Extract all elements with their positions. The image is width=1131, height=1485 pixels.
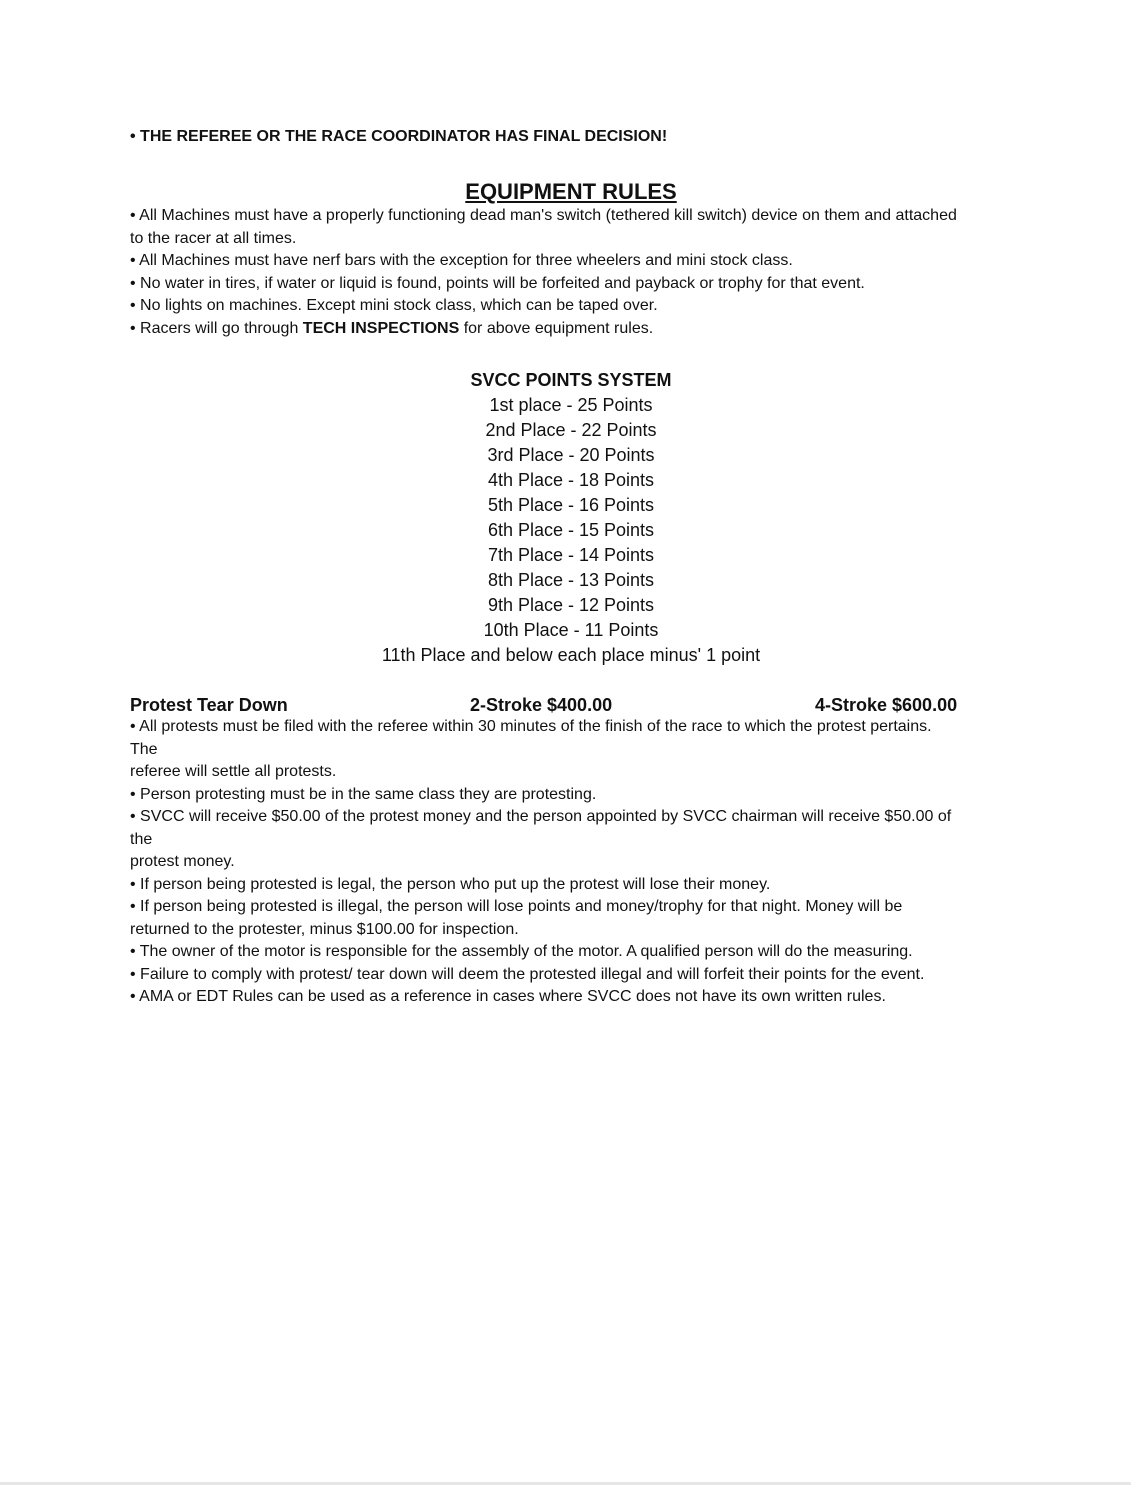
tech-rule-suffix: for above equipment rules. (459, 319, 654, 337)
points-place-10: 10th Place - 11 Points (483, 620, 659, 640)
protest-line: • The owner of the motor is responsible for the assembly of the motor. A qualified person will do the measuring. (130, 943, 913, 960)
document-content (130, 126, 1012, 1009)
points-place-3: 3rd Place - 20 Points (487, 445, 655, 465)
protest-line: The (130, 740, 158, 758)
protest-title: Protest Tear Down (130, 695, 288, 715)
protest-line: • AMA or EDT Rules can be used as a reference in cases where SVCC does not have its own written rules. (130, 988, 886, 1005)
two-stroke-fee: 2-Stroke $400.00 (470, 695, 613, 715)
equipment-rule-no-lights: • No lights on machines. Except mini stock class, which can be taped over. (130, 297, 658, 314)
points-place-6: 6th Place - 15 Points (487, 520, 655, 540)
protest-line: referee will settle all protests. (130, 763, 337, 780)
points-place-4: 4th Place - 18 Points (487, 470, 655, 490)
equipment-rule-kill-switch (130, 205, 1012, 250)
tech-inspections-emphasis: TECH INSPECTIONS (302, 319, 460, 337)
equipment-rule-tech-inspection (130, 318, 1012, 341)
points-place-1: 1st place - 25 Points (489, 395, 653, 415)
equipment-rules-list (130, 205, 1012, 340)
points-place-9: 9th Place - 12 Points (487, 595, 655, 615)
protest-line: • All protests must be filed with the referee within 30 minutes of the finish of the race to which the protest pertains. (130, 718, 932, 735)
equipment-rules-title: EQUIPMENT RULES (465, 179, 677, 204)
final-decision-notice: • THE REFEREE OR THE RACE COORDINATOR HAS FINAL DECISION! (130, 128, 668, 145)
equipment-rule-nerf-bars: • All Machines must have nerf bars with the exception for three wheelers and mini stock class. (130, 252, 793, 269)
tech-rule-prefix: • Racers will go through (130, 319, 303, 337)
points-place-7: 7th Place - 14 Points (487, 545, 655, 565)
four-stroke-fee: 4-Stroke $600.00 (815, 695, 958, 715)
points-place-5: 5th Place - 16 Points (487, 495, 655, 515)
protest-line: returned to the protester, minus $100.00 for inspection. (130, 920, 519, 938)
protest-line: the (130, 830, 153, 848)
points-system (130, 367, 1012, 668)
protest-rules-list (130, 716, 1012, 1009)
protest-line: • If person being protested is legal, the person who put up the protest will lose their money. (130, 875, 771, 893)
protest-header (130, 693, 1012, 717)
protest-line: protest money. (130, 853, 235, 870)
protest-line: • If person being protested is illegal, the person will lose points and money/trophy for that night. Money will be (130, 898, 903, 915)
equipment-rule-no-water: • No water in tires, if water or liquid is found, points will be forfeited and payback or trophy for that event. (130, 274, 865, 292)
equipment-rule-kill-switch-line1: • All Machines must have a properly functioning dead man's switch (tethered kill switch) device on them and attached (130, 207, 957, 224)
protest-line: • Failure to comply with protest/ tear down will deem the protested illegal and will forfeit their points for the event. (130, 965, 925, 983)
equipment-rule-kill-switch-line2: to the racer at all times. (130, 229, 297, 247)
protest-line: • Person protesting must be in the same class they are protesting. (130, 785, 597, 803)
points-place-8: 8th Place - 13 Points (487, 570, 655, 590)
protest-line: • SVCC will receive $50.00 of the protest money and the person appointed by SVCC chairman will receive $50.00 of (130, 808, 952, 825)
points-place-2: 2nd Place - 22 Points (485, 420, 657, 440)
points-place-11-and-below: 11th Place and below each place minus' 1 point (381, 645, 761, 665)
points-system-title: SVCC POINTS SYSTEM (470, 370, 672, 390)
points-list (130, 393, 1012, 668)
